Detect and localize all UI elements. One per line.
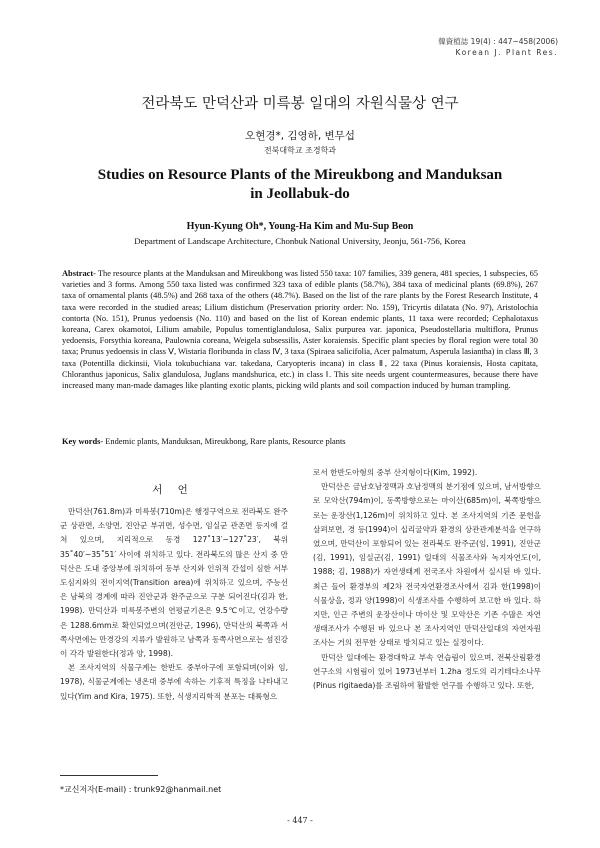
section-heading-intro: 서 언 bbox=[152, 484, 194, 496]
abstract bbox=[62, 268, 538, 391]
english-authors: Hyun-Kyung Oh*, Young-Ha Kim and Mu-Sup Beon bbox=[186, 221, 414, 232]
paragraph: 만덕산 일대에는 환경대학교 부속 연습림이 있으며, 전북산림환경연구소의 시험림이 있어 1973년부터 1.2ha 정도의 리기테다소나무(Pinus rigitaeda)를 조림하여 활발한 연구를 수행하고 있다. 또한, bbox=[313, 652, 541, 691]
journal-citation: 韓資植誌 19(4) : 447~458(2006) bbox=[438, 37, 558, 46]
abstract-label: Abstract bbox=[62, 269, 94, 278]
right-column bbox=[313, 466, 541, 693]
keywords-label: Key words bbox=[62, 437, 101, 446]
korean-authors: 오현경*, 김영하, 변무섭 bbox=[245, 130, 355, 142]
english-affiliation: Department of Landscape Architecture, Chonbuk National University, Jeonju, 561-756, Korea bbox=[134, 236, 466, 246]
paragraph: 본 조사지역의 식물구계는 한반도 중부아구에 포함되며(이와 임, 1978), 식물군계에는 냉온대 중부에 속하는 기후적 특징을 나타내고 있다(Yim and Kira, 1975). 또한, 식생지리학적 분포는 대륙형으 bbox=[60, 663, 288, 701]
corresponding-author-footnote: *교신저자(E-mail) : trunk92@hanmail.net bbox=[60, 785, 222, 794]
footnote-divider bbox=[60, 775, 158, 776]
page-number: - 447 - bbox=[287, 816, 313, 825]
paragraph: 만덕산(761.8m)과 미륵봉(710m)은 행정구역으로 전라북도 완주군 상관면, 소양면, 진안군 부귀면, 성수면, 임실군 관촌면 등지에 걸쳐 있으며, 지리적으로 동경 127˚13′~127˚23′, 북위 35˚40′~35˚51′ 사이에 위치하고 있다. 전라북도의 많은 산지 중 만덕산은 도내 중앙부에 위치하여 동부 산지와 인위적 간섭이 심한 서부 도심지와의 전이지역(Transition area)에 위치하고 있으며, 주능선은 남북의 경계에 따라 진안군과 완주군으로 구분 되어진다(김과 한, 1998). 만덕산과 미륵봉주변의 연평균기온은 9.5℃이고, 연강수량은 1288.6mm로 확인되었으며(진안군, 1996), 만덕산의 북쪽과 서쪽사면에는 만경강의 지류가 발원하고 남쪽과 동쪽사면으로는 섬진강이 각각 발원한다(정과 양, 1998). bbox=[60, 507, 288, 659]
journal-name: Korean J. Plant Res. bbox=[455, 48, 558, 57]
english-title-line1: Studies on Resource Plants of the Mireukbong and Manduksan bbox=[97, 167, 503, 183]
journal-reference bbox=[438, 36, 558, 58]
korean-title: 전라북도 만덕산과 미륵봉 일대의 자원식물상 연구 bbox=[141, 96, 459, 112]
korean-affiliation: 전북대학교 조경학과 bbox=[263, 146, 337, 155]
keywords bbox=[62, 437, 538, 446]
english-title-line2: in Jeollabuk-do bbox=[250, 186, 350, 202]
abstract-text: - The resource plants at the Manduksan and Mireukbong was listed 550 taxa: 107 families, 339 genera, 481 species, 1 subspecies, 65 varieties and 3 forms. Among 550 taxa listed was confirmed 323 taxa of edible plants (58.7%), 384 taxa of medicinal plants (69.8%), 267 taxa of ornamental plants (48.5%) and 268 taxa of the others (48.7%). Based on the list of the rare plants by the Forest Research Institute, 4 taxa were recorded in the studied areas; Lilium distichum (Preservation priority order: No. 159), Tricyrtis dilatata (No. 97), Aristolochia contorta (No. 151), Prunus yedoensis (No. 110) and based on the list of Korean endemic plants, 11 taxa were recorded; Cephalotaxus koreana, Carex okamotoi, Lilium amabile, Populus tomentiglandulosa, Salix purpurea var. japonica, Pseudostellaria multiflora, Prunus yedoensis, Forsythia koreana, Paulownia coreana, Weigela subsessilis, Aster koraiensis. Specific plant species by floral region were total 30 taxa; Prunus yedoensis in class Ⅴ, Wistaria floribunda in class Ⅳ, 3 taxa (Spiraea salicifolia, Acer palmatum, Asperula lasiantha) in class Ⅲ, 3 taxa (Potentilla dickinsii, Viola tokubuchiana var. takedana, Caryopteris incana) in class Ⅱ, 22 taxa (Pinus koraiensis, Hosta capitata, Chloranthus japonicus, Salix glandulosa, Juglans mandshurica, etc.) in class Ⅰ. This site needs urgent countermeasures, because there have increased many man-made damages like planting exotic plants, picking wild plants and soil compaction induced by human trampling. bbox=[62, 269, 538, 391]
paragraph: 로서 한반도아형의 중부 산지형이다(Kim, 1992). bbox=[313, 468, 478, 477]
english-title bbox=[0, 166, 600, 204]
keywords-text: - Endemic plants, Manduksan, Mireukbong, Rare plants, Resource plants bbox=[100, 437, 346, 446]
paragraph: 만덕산은 금남호남정맥과 호남정맥의 분기점에 있으며, 남서방향으로 모악산(794m)이, 동쪽방향으로는 마이산(685m)이, 북쪽방향으로는 운장산(1,126m)이 위치하고 있다. 본 조사지역의 기존 문헌을 살펴보면, 경 등(1994)이 십리굴약과 환경의 상관관계분석을 연구하였으며, 만덕산이 포함되어 있는 전라북도 완주군(임, 1991), 진안군(김, 1991), 임실군(김, 1991) 일대의 식물조사와 녹지자연도(이, 1988; 김, 1988)가 자연생태계 전국조사 차원에서 실시된 바 있다. 최근 들어 환경부의 제2차 전국자연환경조사에서 김과 한(1998)이 식물상을, 정과 양(1998)이 식생조사를 수행하여 보고한 바 있다. 하지만, 인근 주변의 운장산이나 마이산 및 모악산은 기존 수많은 자연생태조사가 수행된 바 있으나 본 조사지역인 만덕산일대의 자연자원조사는 거의 전무한 상태로 방치되고 있는 실정이다. bbox=[313, 482, 541, 648]
left-column bbox=[60, 505, 288, 704]
